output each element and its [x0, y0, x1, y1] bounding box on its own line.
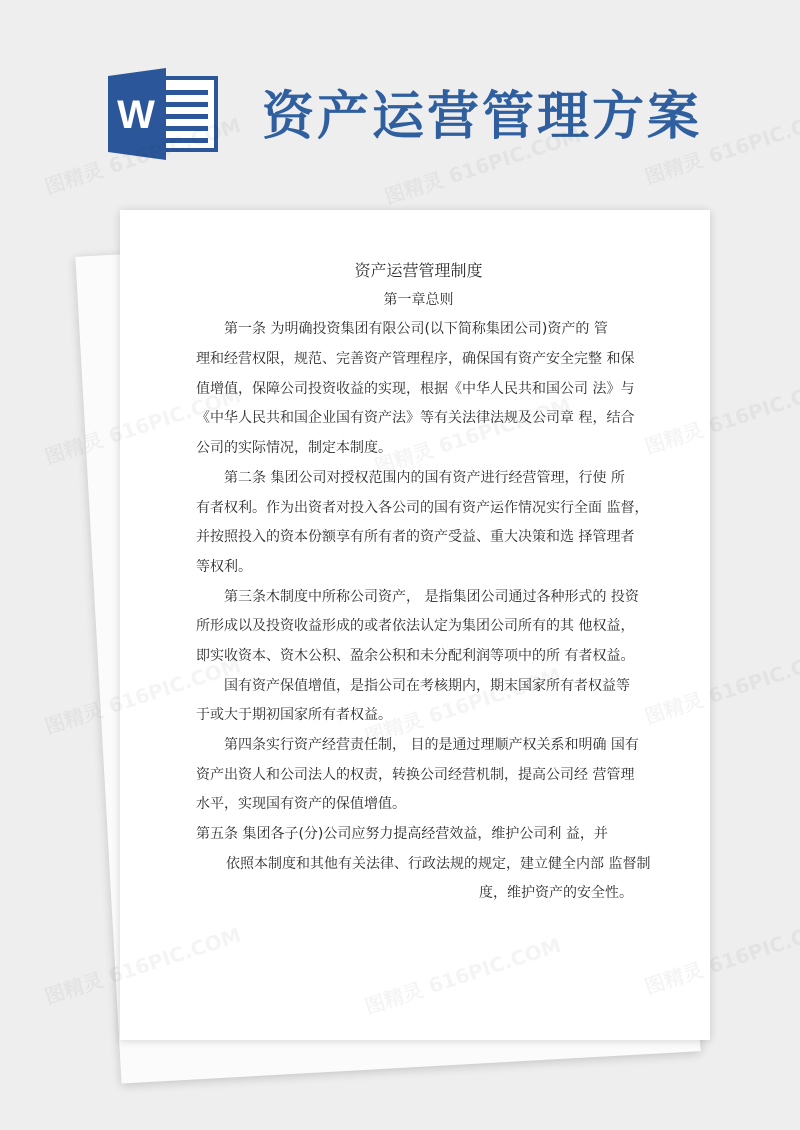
paragraph-line: 《中华人民共和国企业国有资产法》等有关法律法规及公司章 程，结合 — [196, 410, 635, 427]
paragraph-line: 依照本制度和其他有关法律、行政法规的规定，建立健全内部 监督制 — [226, 855, 651, 872]
paragraph-line: 即实收资本、资木公积、盈余公积和未分配利润等项中的所 有者权益。 — [196, 647, 635, 664]
paragraph-line: 等权利。 — [196, 558, 252, 575]
paragraph-line: 公司的实际情况，制定本制度。 — [196, 440, 392, 457]
word-icon-letter: W — [117, 93, 155, 137]
paragraph-line: 理和经营权限，规范、完善资产管理程序，确保国有资产安全完整 和保 — [196, 351, 635, 368]
paragraph-line: 所形成以及投资收益形成的或者依法认定为集团公司所有的其 他权益， — [196, 618, 635, 635]
word-icon — [108, 68, 218, 160]
document-heading: 资产运营管理制度 — [354, 261, 483, 280]
chapter-heading: 第一章总则 — [383, 291, 454, 308]
paragraph-line: 第三条木制度中所称公司资产， 是指集团公司通过各种形式的 投资 — [224, 588, 639, 605]
paragraph-line: 水平，实现国有资产的保值增值。 — [196, 796, 406, 813]
paragraph-line: 资产出资人和公司法人的权责，转换公司经营机制，提高公司经 营管理 — [196, 766, 635, 783]
paragraph-line: 第五条 集团各子(分)公司应努力提高经营效益，维护公司利 益，并 — [196, 826, 608, 843]
paragraph-line: 国有资产保值增值，是指公司在考核期内，期末国家所有者权益等 — [224, 677, 630, 694]
paragraph-line: 度，维护资产的安全性。 — [479, 885, 633, 902]
paragraph-line: 第四条实行资产经营责任制， 目的是通过理顺产权关系和明确 国有 — [224, 737, 639, 753]
paragraph-line: 第二条 集团公司对授权范围内的国有资产进行经营管理，行使 所 — [224, 469, 625, 486]
document-text — [196, 256, 651, 909]
banner — [0, 0, 800, 200]
paragraph-line: 于或大于期初国家所有者权益。 — [196, 707, 392, 724]
banner-title: 资产运营管理方案 — [262, 86, 703, 147]
paragraph-line: 并按照投入的资本份额享有所有者的资产受益、重大决策和选 择管理者 — [196, 529, 635, 546]
paragraph-line: 第一条 为明确投资集团有限公司(以下简称集团公司)资产的 管 — [224, 321, 608, 338]
paragraph-line: 有者权利。作为出资者对投入各公司的国有资产运作情况实行全面 监督， — [196, 499, 649, 516]
paragraph-line: 值增值，保障公司投资收益的实现，根据《中华人民共和国公司 法》与 — [196, 380, 635, 397]
